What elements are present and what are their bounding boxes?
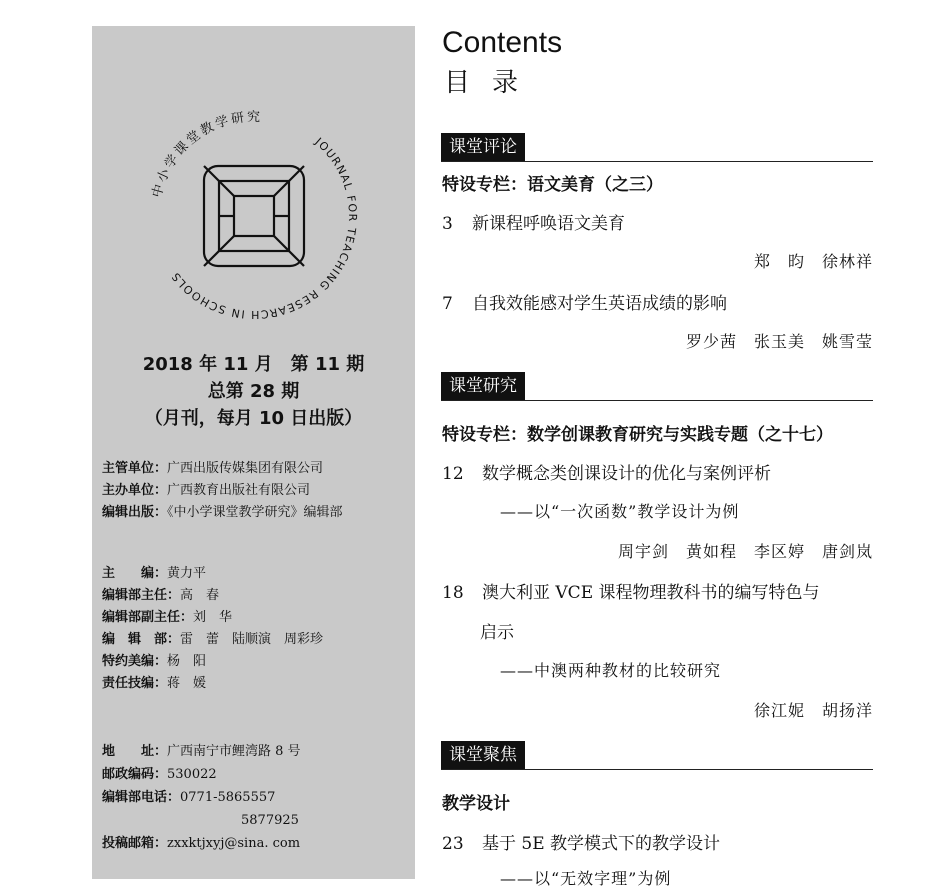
article-authors: 徐江妮 胡扬洋 <box>753 701 873 720</box>
contact-row: 编辑部电话：0771-5865557 <box>102 790 276 805</box>
article-subtitle: ——中澳两种教材的比较研究 <box>500 661 722 680</box>
staff-row: 责任技编：蒋 媛 <box>102 676 207 691</box>
toc-entry[interactable] <box>442 209 625 234</box>
article-authors: 罗少茜 张玉美 姚雪莹 <box>685 332 873 351</box>
toc-entry[interactable] <box>442 829 720 854</box>
column-subheading: 教学设计 <box>442 794 510 814</box>
staff-row: 编 辑 部：雷 蕾 陆顺演 周彩珍 <box>102 632 324 647</box>
contact-row: 5877925 <box>241 813 299 828</box>
contact-row: 邮政编码：530022 <box>102 767 217 782</box>
article-authors: 郑 昀 徐林祥 <box>753 252 873 271</box>
column-subheading: 特设专栏：数学创课教育研究与实践专题（之十七） <box>442 425 833 445</box>
publisher-row: 主管单位：广西出版传媒集团有限公司 <box>102 461 324 476</box>
journal-logo <box>142 104 366 328</box>
contents-title-cn: 目录 <box>444 68 541 98</box>
staff-row: 特约美编：杨 阳 <box>102 654 207 669</box>
issue-frequency: （月刊，每月 10 日出版） <box>144 408 363 429</box>
article-title: 澳大利亚 VCE 课程物理教科书的编写特色与 <box>482 583 820 603</box>
staff-row: 主 编：黄力平 <box>102 566 207 581</box>
column-subheading: 特设专栏：语文美育（之三） <box>442 175 663 195</box>
page-number: 7 <box>442 294 453 314</box>
svg-text:JOURNAL FOR TEACHING RESEARCH: JOURNAL FOR TEACHING RESEARCH IN SCHOOLS <box>168 135 360 322</box>
article-title-continuation: 启示 <box>480 623 514 643</box>
issue-date: 2018 年 11 月 第 11 期 <box>142 354 365 375</box>
toc-entry[interactable] <box>442 459 771 484</box>
page-number: 23 <box>442 834 464 854</box>
article-title: 数学概念类创课设计的优化与案例评析 <box>482 464 771 484</box>
page-number: 3 <box>442 214 453 234</box>
page-number: 18 <box>442 583 464 603</box>
article-authors: 周宇剑 黄如程 李区婷 唐剑岚 <box>617 542 873 561</box>
toc-entry[interactable] <box>442 289 727 314</box>
publisher-row: 编辑出版：《中小学课堂教学研究》编辑部 <box>102 505 343 520</box>
section-header <box>441 372 873 401</box>
issue-total: 总第 28 期 <box>207 381 300 402</box>
publisher-row: 主办单位：广西教育出版社有限公司 <box>102 483 311 498</box>
section-label: 课堂研究 <box>441 372 525 400</box>
contents-title-en: Contents <box>442 26 563 59</box>
toc-entry[interactable] <box>442 578 820 603</box>
article-title: 新课程呼唤语文美育 <box>472 214 625 234</box>
article-title: 基于 5E 教学模式下的教学设计 <box>482 834 721 854</box>
article-subtitle: ——以“一次函数”教学设计为例 <box>500 502 740 521</box>
staff-row: 编辑部主任：高 春 <box>102 588 220 603</box>
page-number: 12 <box>442 464 464 484</box>
contact-row: 地 址：广西南宁市鲤湾路 8 号 <box>102 744 301 759</box>
article-subtitle: ——以“无效字理”为例 <box>500 869 672 888</box>
journal-info-panel <box>92 26 415 879</box>
staff-row: 编辑部副主任：刘 华 <box>102 610 233 625</box>
section-label: 课堂聚焦 <box>441 741 525 769</box>
contact-row: 投稿邮箱：zxxktjxyj@sina. com <box>102 836 301 851</box>
article-title: 自我效能感对学生英语成绩的影响 <box>472 294 727 314</box>
section-header <box>441 133 873 162</box>
svg-text:中小学课堂教学研究: 中小学课堂教学研究 <box>149 109 263 200</box>
section-header <box>441 741 873 770</box>
section-label: 课堂评论 <box>441 133 525 161</box>
